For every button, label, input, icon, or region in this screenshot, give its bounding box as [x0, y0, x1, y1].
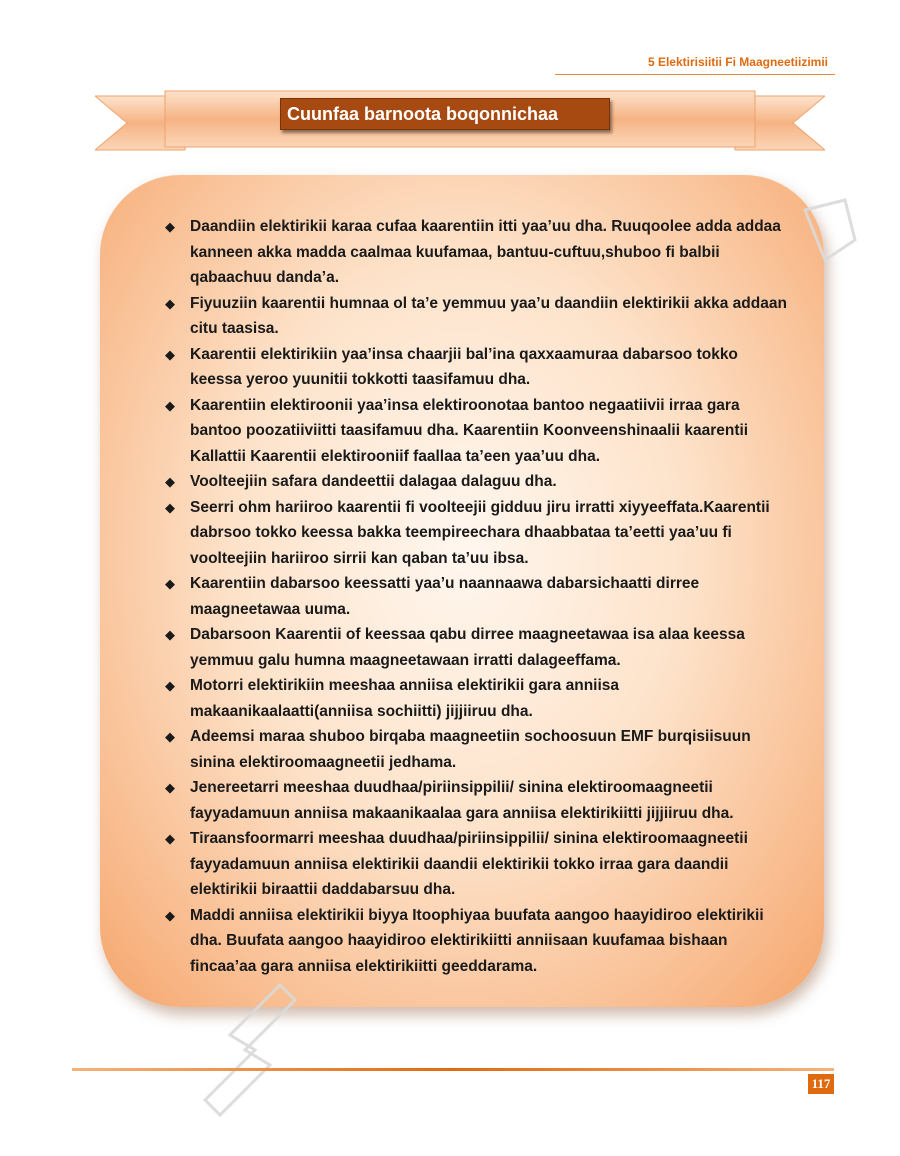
- list-item: [162, 495, 792, 572]
- footer-rule: [72, 1068, 834, 1071]
- list-item-text: Adeemsi maraa shuboo birqaba maagneetiin sochoosuun EMF burqisiisuun sinina elektiroomaagneetii jedhama.: [190, 728, 751, 771]
- list-item: [162, 291, 792, 342]
- banner-title: Cuunfaa barnoota boqonnichaa: [280, 98, 610, 130]
- list-item-text: Kaarentiin dabarsoo keessatti yaa’u naannaawa dabarsichaatti dirree maagneetawaa uuma.: [190, 575, 700, 618]
- list-item-text: Seerri ohm hariiroo kaarentii fi voolteejii gidduu jiru irratti xiyyeeffata.Kaarentii dabrsoo tokko keessa bakka teempireechara dhaabbataa ta’eetti yaa’uu fi voolteejiin hariiroo sirrii kan qaban ta’uu ibsa.: [190, 498, 770, 567]
- list-item-text: Motorri elektirikiin meeshaa anniisa elektirikii gara anniisa makaanikaalaatti(anniisa sochiitti) jijjiiruu dha.: [190, 677, 620, 720]
- list-item-text: Tiraansfoormarri meeshaa duudhaa/piriinsippilii/ sinina elektiroomaagneetii fayyadamuun anniisa elektirikii daandii elektirikii tokko irraa gara daandii elektirikii biraattii daddabarsuu dha.: [190, 830, 748, 898]
- list-item: [162, 571, 792, 622]
- list-item-text: Maddi anniisa elektirikii biyya Itoophiyaa buufata aangoo haayidiroo elektirikii dha. Buufata aangoo haayidiroo elektirikiitti anniisaan kuufamaa bishaan fincaa’aa gara anniisa elektirikiitti geeddarama.: [190, 906, 764, 975]
- list-item: [162, 214, 792, 291]
- list-item-text: Daandiin elektirikii karaa cufaa kaarentiin itti yaa’uu dha. Ruuqoolee adda addaa kanneen akka madda caalmaa kuufamaa, bantuu-cuftuu,shuboo fi balbii qabaachuu danda’a.: [190, 218, 781, 286]
- list-item-text: Fiyuuziin kaarentii humnaa ol ta’e yemmuu yaa’u daandiin elektirikii akka addaan citu taasisa.: [190, 294, 787, 337]
- list-item-text: Dabarsoon Kaarentii of keessaa qabu dirree maagneetawaa isa alaa keessa yemmuu galu humna maagneetawaan irratti dalageeffama.: [190, 626, 745, 669]
- list-item: [162, 393, 792, 470]
- diamond-bullet-icon: ◆: [165, 474, 175, 489]
- list-item: [162, 469, 792, 495]
- summary-list: [162, 214, 792, 979]
- diamond-bullet-icon: ◆: [165, 780, 175, 795]
- diamond-bullet-icon: ◆: [165, 729, 175, 744]
- diamond-bullet-icon: ◆: [165, 831, 175, 846]
- list-item: [162, 903, 792, 980]
- list-item: [162, 826, 792, 903]
- diamond-bullet-icon: ◆: [165, 907, 175, 923]
- list-item-text: Jenereetarri meeshaa duudhaa/piriinsippilii/ sinina elektiroomaagneetii fayyadamuun anniisa makaanikaalaa gara anniisa elektirikiitti jijjiiruu dha.: [190, 779, 734, 822]
- diamond-bullet-icon: ◆: [165, 346, 175, 362]
- diamond-bullet-icon: ◆: [165, 576, 175, 591]
- diamond-bullet-icon: ◆: [165, 627, 175, 642]
- diamond-bullet-icon: ◆: [165, 219, 175, 234]
- chapter-header: 5 Elektirisiitii Fi Maagneetiizimii: [647, 55, 828, 69]
- header-rule: [555, 74, 835, 75]
- diamond-bullet-icon: ◆: [165, 295, 175, 311]
- diamond-bullet-icon: ◆: [165, 397, 175, 413]
- list-item-text: Voolteejiin safara dandeettii dalagaa dalaguu dha.: [190, 473, 557, 490]
- list-item: [162, 724, 792, 775]
- diamond-bullet-icon: ◆: [165, 499, 175, 515]
- list-item-text: Kaarentiin elektiroonii yaa’insa elektiroonotaa bantoo negaatiivii irraa gara bantoo poozatiiviitti taasifamuu dha. Kaarentiin Koonveenshinaalii kaarentii Kallattii Kaarentii elektirooniif faallaa ta’een yaa’uu dha.: [190, 396, 749, 465]
- diamond-bullet-icon: ◆: [165, 678, 175, 693]
- list-item-text: Kaarentii elektirikiin yaa’insa chaarjii bal’ina qaxxaamuraa dabarsoo tokko keessa yeroo yuunitii tokkotti taasifamuu dha.: [190, 345, 738, 388]
- list-item: [162, 775, 792, 826]
- list-item: [162, 342, 792, 393]
- page-number: 117: [808, 1074, 834, 1094]
- list-item: [162, 673, 792, 724]
- list-item: [162, 622, 792, 673]
